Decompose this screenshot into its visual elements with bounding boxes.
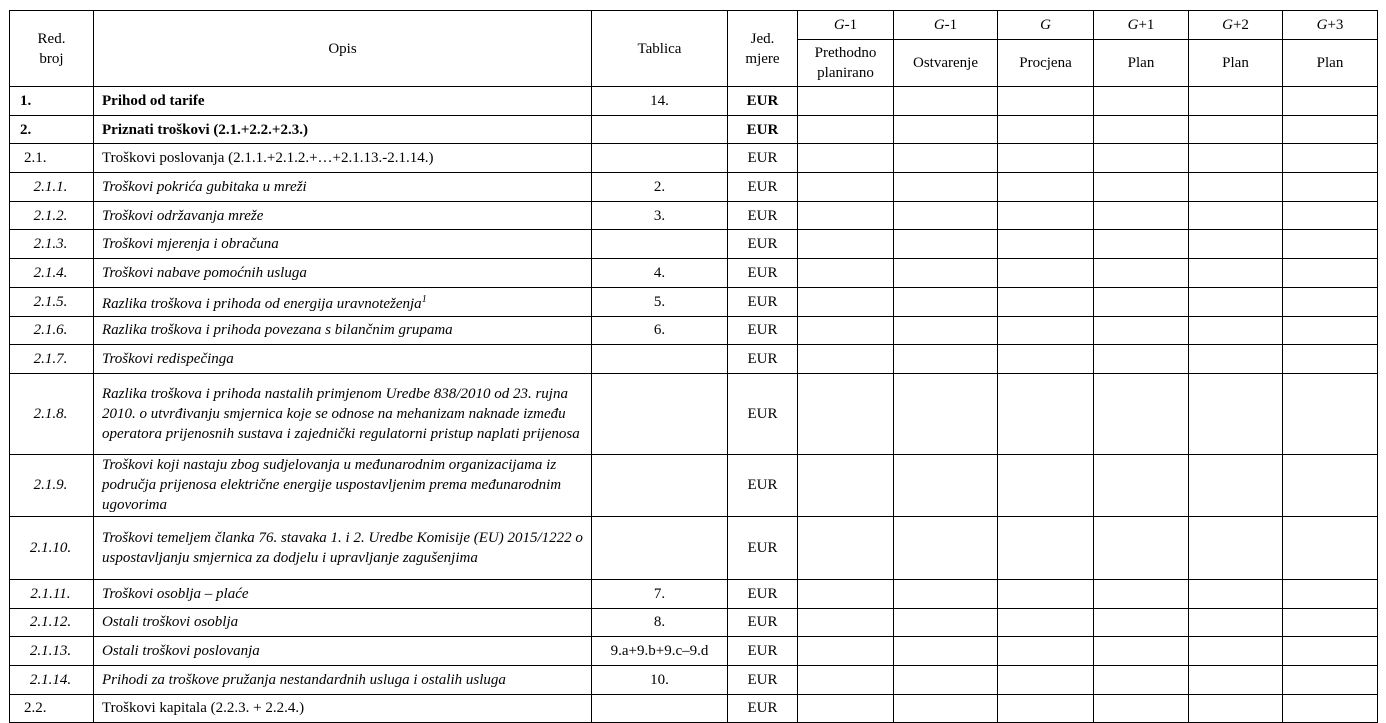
cell-value-empty [1283,316,1378,345]
table-row [10,287,1378,316]
cell-tablica [592,345,728,374]
cell-value-empty [894,144,998,173]
cell-value-empty [998,694,1094,723]
table-row [10,516,1378,579]
cell-opis-text: Razlika troškova i prihoda nastalih primjenom Uredbe 838/2010 od 23. rujna 2010. o utvrđivanju smjernica koje se odnose na mehanizam naknade između operatora prijenosnih sustava i zajednički regulatorni pristup naplati prijenosa [102,385,580,442]
cell-value-empty [894,316,998,345]
cell-jed-mjere: EUR [728,637,798,666]
cell-value-empty [1189,454,1283,516]
cell-value-empty [894,373,998,454]
cell-value-empty [1283,637,1378,666]
cell-value-empty [1189,665,1283,694]
col-header-period-g: G+1 [1094,11,1189,40]
cell-value-empty [1094,579,1189,608]
cell-red-broj: 2.1.4. [10,259,94,288]
cell-red-broj: 2.2. [10,694,94,723]
cell-value-empty [1283,516,1378,579]
cell-value-empty [998,87,1094,116]
cell-tablica: 7. [592,579,728,608]
cell-jed-mjere: EUR [728,345,798,374]
cell-value-empty [798,608,894,637]
table-body [10,87,1378,723]
table-row [10,144,1378,173]
cell-value-empty [894,173,998,202]
cell-value-empty [798,144,894,173]
col-header-period-label: Prethodno planirano [798,40,894,87]
cell-value-empty [894,230,998,259]
cell-value-empty [1094,201,1189,230]
col-header-period-label: Plan [1283,40,1378,87]
cell-value-empty [1283,345,1378,374]
cell-value-empty [1094,608,1189,637]
cell-opis-text: Troškovi temeljem članka 76. stavaka 1. i 2. Uredbe Komisije (EU) 2015/1222 o uspostavljanju smjernica za dodjelu i upravljanje zagušenjima [102,529,583,566]
cell-jed-mjere: EUR [728,608,798,637]
cell-value-empty [1189,373,1283,454]
cell-opis [94,579,592,608]
cell-jed-mjere: EUR [728,259,798,288]
cell-opis-text: Ostali troškovi poslovanja [102,643,260,660]
cell-opis [94,173,592,202]
cell-value-empty [998,259,1094,288]
cell-value-empty [1189,173,1283,202]
cell-value-empty [1094,87,1189,116]
cell-value-empty [1094,516,1189,579]
cell-tablica: 5. [592,287,728,316]
cell-jed-mjere: EUR [728,173,798,202]
cell-value-empty [1094,454,1189,516]
cell-value-empty [998,316,1094,345]
cell-red-broj: 2.1.14. [10,665,94,694]
cell-value-empty [998,373,1094,454]
table-row [10,579,1378,608]
cell-value-empty [1189,230,1283,259]
cell-opis [94,373,592,454]
cell-value-empty [1283,115,1378,144]
col-header-period-label: Plan [1189,40,1283,87]
col-header-period-g: G [998,11,1094,40]
cell-opis-text: Troškovi pokrića gubitaka u mreži [102,178,307,195]
cell-value-empty [1283,173,1378,202]
cell-opis [94,694,592,723]
cell-value-empty [1189,201,1283,230]
cell-opis [94,316,592,345]
cell-value-empty [1094,694,1189,723]
cell-jed-mjere: EUR [728,516,798,579]
cell-value-empty [998,454,1094,516]
table-row [10,373,1378,454]
col-header-jed-mjere: Jed. mjere [728,11,798,87]
cell-value-empty [894,516,998,579]
cell-opis [94,516,592,579]
cell-opis-text: Troškovi nabave pomoćnih usluga [102,264,307,281]
cell-red-broj: 2.1.10. [10,516,94,579]
cell-red-broj: 2.1.1. [10,173,94,202]
cell-value-empty [1283,87,1378,116]
cell-opis [94,608,592,637]
header-row-top [10,11,1378,40]
cell-opis [94,287,592,316]
cell-value-empty [998,201,1094,230]
cell-opis-text: Razlika troškova i prihoda od energija uravnoteženja [102,295,422,312]
cell-value-empty [1283,287,1378,316]
cell-value-empty [894,345,998,374]
cell-value-empty [1283,454,1378,516]
cell-opis-text: Troškovi redispečinga [102,351,234,368]
table-row [10,637,1378,666]
col-header-red-broj: Red. broj [10,11,94,87]
cell-jed-mjere: EUR [728,287,798,316]
cell-red-broj: 2.1.9. [10,454,94,516]
cell-opis [94,637,592,666]
cell-value-empty [1094,144,1189,173]
table-row [10,665,1378,694]
cell-tablica: 8. [592,608,728,637]
cell-value-empty [1283,259,1378,288]
cell-opis [94,230,592,259]
cell-value-empty [798,516,894,579]
cell-opis-text: Troškovi poslovanja (2.1.1.+2.1.2.+…+2.1.13.-2.1.14.) [102,150,434,167]
cell-opis-text: Prihod od tarife [102,92,205,109]
table-row [10,454,1378,516]
table-row [10,316,1378,345]
cell-value-empty [998,144,1094,173]
cell-value-empty [894,579,998,608]
cell-jed-mjere: EUR [728,87,798,116]
cell-tablica: 4. [592,259,728,288]
cell-opis [94,259,592,288]
cell-value-empty [1283,608,1378,637]
table-row [10,230,1378,259]
cell-opis [94,144,592,173]
cell-value-empty [1094,637,1189,666]
cell-value-empty [1189,637,1283,666]
cell-opis [94,665,592,694]
table-row [10,201,1378,230]
col-header-period-g: G-1 [798,11,894,40]
cell-value-empty [894,87,998,116]
table-row [10,173,1378,202]
cell-value-empty [798,287,894,316]
cell-value-empty [1094,230,1189,259]
table-header [10,11,1378,87]
cell-value-empty [1189,579,1283,608]
cell-value-empty [998,173,1094,202]
cell-value-empty [1189,115,1283,144]
cell-tablica: 10. [592,665,728,694]
col-header-period-label: Ostvarenje [894,40,998,87]
cell-value-empty [998,579,1094,608]
cell-opis [94,115,592,144]
cell-value-empty [998,345,1094,374]
cell-value-empty [998,637,1094,666]
cell-opis-text: Troškovi mjerenja i obračuna [102,236,279,253]
col-header-period-g: G+2 [1189,11,1283,40]
cell-red-broj: 2.1.2. [10,201,94,230]
cell-opis-text: Razlika troškova i prihoda povezana s bilančnim grupama [102,322,453,339]
cell-value-empty [798,665,894,694]
cell-value-empty [998,516,1094,579]
col-header-opis: Opis [94,11,592,87]
cell-value-empty [798,579,894,608]
cell-value-empty [798,230,894,259]
cell-opis-text: Troškovi kapitala (2.2.3. + 2.2.4.) [102,700,305,717]
cell-value-empty [798,345,894,374]
cell-red-broj: 2.1.12. [10,608,94,637]
cell-value-empty [1094,173,1189,202]
cell-value-empty [1094,259,1189,288]
cell-red-broj: 2.1.5. [10,287,94,316]
table-row [10,87,1378,116]
cell-value-empty [1189,516,1283,579]
regulatory-cost-table [9,10,1378,723]
cell-opis-text: Troškovi osoblja – plaće [102,585,249,602]
cell-red-broj: 2.1.8. [10,373,94,454]
cell-value-empty [798,87,894,116]
cell-value-empty [1189,345,1283,374]
cell-value-empty [798,259,894,288]
cell-value-empty [894,608,998,637]
cell-jed-mjere: EUR [728,201,798,230]
cell-jed-mjere: EUR [728,694,798,723]
cell-value-empty [998,287,1094,316]
cell-tablica [592,373,728,454]
cell-value-empty [1189,694,1283,723]
cell-tablica: 3. [592,201,728,230]
cell-red-broj: 2.1.7. [10,345,94,374]
cell-value-empty [1094,373,1189,454]
cell-opis-text: Ostali troškovi osoblja [102,614,239,631]
cell-opis-text: Prihodi za troškove pružanja nestandardnih usluga i ostalih usluga [102,671,506,688]
table-row [10,345,1378,374]
cell-opis-text: Troškovi održavanja mreže [102,207,264,224]
cell-value-empty [1189,608,1283,637]
cell-opis [94,201,592,230]
cell-value-empty [1283,144,1378,173]
cell-tablica: 2. [592,173,728,202]
cell-jed-mjere: EUR [728,230,798,259]
cell-value-empty [1189,144,1283,173]
cell-value-empty [998,115,1094,144]
cell-tablica [592,115,728,144]
cell-value-empty [894,694,998,723]
cell-value-empty [998,230,1094,259]
cell-value-empty [894,637,998,666]
col-header-period-label: Procjena [998,40,1094,87]
cell-value-empty [798,173,894,202]
cell-opis [94,345,592,374]
cell-jed-mjere: EUR [728,665,798,694]
col-header-tablica: Tablica [592,11,728,87]
cell-red-broj: 2. [10,115,94,144]
cell-jed-mjere: EUR [728,115,798,144]
cell-value-empty [1094,316,1189,345]
cell-value-empty [1283,665,1378,694]
cell-value-empty [1189,259,1283,288]
cell-value-empty [1094,287,1189,316]
col-header-period-label: Plan [1094,40,1189,87]
cell-value-empty [1094,115,1189,144]
cell-value-empty [998,608,1094,637]
cell-value-empty [1283,230,1378,259]
cell-tablica: 14. [592,87,728,116]
cell-value-empty [998,665,1094,694]
cell-opis-text: Priznati troškovi (2.1.+2.2.+2.3.) [102,121,308,138]
cell-value-empty [1283,201,1378,230]
footnote-marker: 1 [421,293,427,305]
cell-value-empty [798,115,894,144]
cell-value-empty [894,259,998,288]
cell-opis [94,454,592,516]
cell-tablica [592,454,728,516]
table-row [10,608,1378,637]
cell-tablica: 6. [592,316,728,345]
cell-tablica [592,516,728,579]
cell-jed-mjere: EUR [728,579,798,608]
cell-value-empty [798,694,894,723]
cell-value-empty [1283,579,1378,608]
cell-value-empty [894,287,998,316]
cell-jed-mjere: EUR [728,373,798,454]
cell-value-empty [1283,373,1378,454]
cell-red-broj: 2.1.11. [10,579,94,608]
col-header-period-g: G-1 [894,11,998,40]
cell-red-broj: 1. [10,87,94,116]
cell-value-empty [798,454,894,516]
cell-tablica [592,694,728,723]
cell-jed-mjere: EUR [728,454,798,516]
cell-red-broj: 2.1.3. [10,230,94,259]
cell-tablica [592,144,728,173]
cell-value-empty [1189,87,1283,116]
cell-jed-mjere: EUR [728,144,798,173]
cell-value-empty [894,665,998,694]
cell-opis [94,87,592,116]
col-header-period-g: G+3 [1283,11,1378,40]
cell-value-empty [894,201,998,230]
cell-value-empty [1094,345,1189,374]
cell-value-empty [1189,316,1283,345]
cell-value-empty [894,454,998,516]
cell-value-empty [798,637,894,666]
cell-red-broj: 2.1.13. [10,637,94,666]
cell-value-empty [894,115,998,144]
cell-value-empty [1189,287,1283,316]
cell-red-broj: 2.1.6. [10,316,94,345]
cell-tablica [592,230,728,259]
cell-tablica: 9.a+9.b+9.c–9.d [592,637,728,666]
table-row [10,259,1378,288]
table-row [10,694,1378,723]
cell-value-empty [798,316,894,345]
table-row [10,115,1378,144]
cell-opis-text: Troškovi koji nastaju zbog sudjelovanja u međunarodnim organizacijama iz područja prijenosa električne energije uspostavljenim prema međunarodnim ugovorima [102,457,562,514]
cell-value-empty [798,373,894,454]
cell-value-empty [798,201,894,230]
cell-value-empty [1094,665,1189,694]
cell-value-empty [1283,694,1378,723]
cell-jed-mjere: EUR [728,316,798,345]
cell-red-broj: 2.1. [10,144,94,173]
